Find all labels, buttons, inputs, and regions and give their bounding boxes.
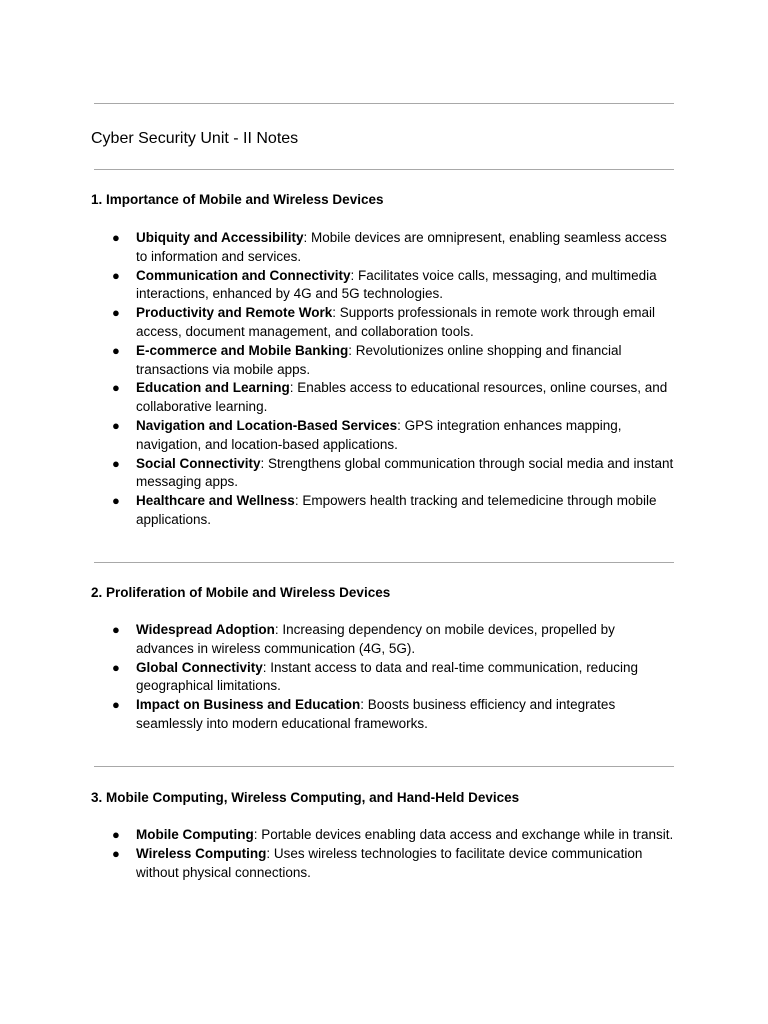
bullet-list-proliferation [0, 621, 676, 734]
bullet-list-importance [0, 229, 676, 530]
bullet-icon: ● [112, 493, 120, 509]
bullet-term: Healthcare and Wellness [136, 493, 295, 509]
bullet-description: : Portable devices enabling data access and exchange while in transit. [253, 827, 674, 842]
bullet-description: : Boosts business efficiency and integrates seamlessly into modern educational frameworks. [136, 697, 616, 731]
bullet-term: Communication and Connectivity [136, 267, 351, 283]
divider-top [94, 103, 674, 104]
bullet-icon: ● [112, 417, 120, 433]
bullet-term: Global Connectivity [136, 659, 263, 675]
bullet-icon: ● [112, 455, 120, 471]
list-item [0, 845, 676, 883]
document-title: Cyber Security Unit - II Notes [91, 130, 299, 147]
bullet-description: : Uses wireless technologies to facilitate device communication without physical connections. [136, 845, 643, 880]
bullet-term: Impact on Business and Education [136, 697, 361, 713]
bullet-description: : Strengthens global communication through social media and instant messaging apps. [136, 455, 674, 490]
list-item [0, 659, 676, 697]
list-item [0, 621, 676, 659]
list-item [0, 267, 676, 305]
bullet-term: Social Connectivity [136, 455, 261, 471]
bullet-icon: ● [112, 697, 120, 713]
list-item [0, 492, 676, 530]
divider-after-title [94, 169, 674, 170]
bullet-icon: ● [112, 230, 120, 245]
bullet-term: Wireless Computing [136, 845, 267, 861]
bullet-description: : Enables access to educational resources, online courses, and collaborative learning. [136, 380, 668, 415]
bullet-icon: ● [112, 622, 120, 637]
list-item [0, 342, 676, 380]
bullet-icon: ● [112, 659, 120, 675]
bullet-term: Productivity and Remote Work [136, 305, 333, 321]
bullet-description: : GPS integration enhances mapping, navigation, and location-based applications. [136, 417, 622, 452]
bullet-icon: ● [112, 845, 120, 861]
bullet-list-mobile-computing [0, 826, 676, 882]
bullet-term: Education and Learning [136, 380, 290, 396]
bullet-description: : Revolutionizes online shopping and financial transactions via mobile apps. [136, 342, 622, 377]
divider-section-3 [94, 766, 674, 767]
bullet-icon: ● [112, 267, 120, 283]
section-heading-importance: 1. Importance of Mobile and Wireless Devices [91, 192, 384, 207]
bullet-description: : Facilitates voice calls, messaging, and multimedia interactions, enhanced by 4G and 5G technologies. [136, 267, 657, 302]
list-item [0, 696, 676, 734]
bullet-icon: ● [112, 305, 120, 321]
bullet-term: Widespread Adoption [136, 622, 275, 637]
bullet-icon: ● [112, 827, 120, 842]
bullet-icon: ● [112, 380, 120, 396]
bullet-term: E-commerce and Mobile Banking [136, 342, 349, 358]
bullet-description: : Instant access to data and real-time communication, reducing geographical limitations. [136, 659, 638, 694]
bullet-description: : Mobile devices are omnipresent, enabling seamless access to information and services. [136, 230, 667, 264]
list-item [0, 229, 676, 267]
list-item [0, 455, 676, 493]
section-heading-mobile-computing: 3. Mobile Computing, Wireless Computing, and Hand-Held Devices [91, 790, 520, 805]
bullet-description: : Supports professionals in remote work through email access, document management, and collaboration tools. [136, 305, 655, 339]
list-item [0, 304, 676, 342]
bullet-description: : Increasing dependency on mobile devices, propelled by advances in wireless communication (4G, 5G). [136, 622, 615, 656]
bullet-term: Ubiquity and Accessibility [136, 230, 304, 245]
section-heading-proliferation: 2. Proliferation of Mobile and Wireless Devices [91, 585, 391, 600]
list-item [0, 826, 676, 845]
bullet-term: Navigation and Location-Based Services [136, 417, 398, 433]
bullet-icon: ● [112, 342, 120, 358]
list-item [0, 379, 676, 417]
bullet-description: : Empowers health tracking and telemedicine through mobile applications. [136, 493, 657, 527]
list-item [0, 417, 676, 455]
divider-section-2 [94, 562, 674, 563]
bullet-term: Mobile Computing [136, 827, 254, 842]
